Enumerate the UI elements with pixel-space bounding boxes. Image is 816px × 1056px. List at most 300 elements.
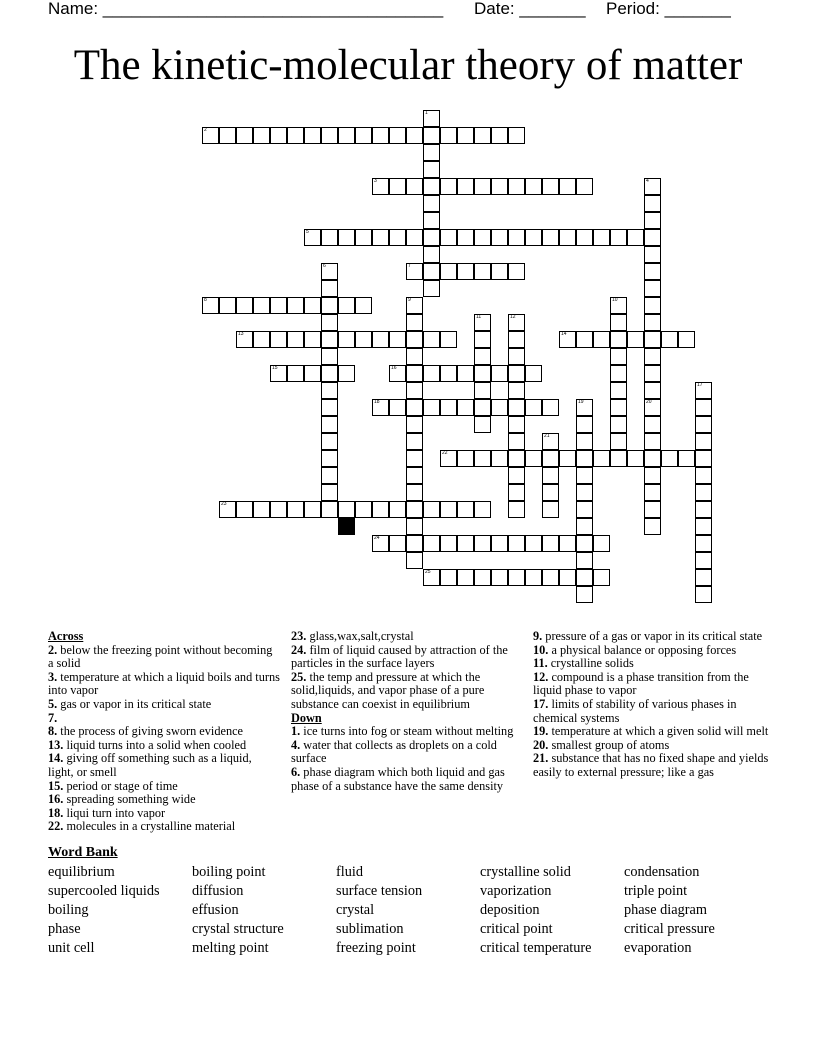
crossword-cell[interactable] (372, 229, 389, 246)
crossword-cell[interactable] (695, 382, 712, 399)
crossword-cell[interactable] (219, 297, 236, 314)
crossword-cell[interactable] (559, 331, 576, 348)
crossword-cell[interactable] (695, 501, 712, 518)
crossword-cell[interactable] (423, 161, 440, 178)
crossword-cell[interactable] (491, 127, 508, 144)
crossword-cell[interactable] (491, 569, 508, 586)
crossword-cell[interactable] (695, 467, 712, 484)
crossword-cell[interactable] (406, 433, 423, 450)
crossword-cell[interactable] (644, 348, 661, 365)
crossword-cell[interactable] (321, 229, 338, 246)
crossword-cell[interactable] (321, 501, 338, 518)
crossword-cell[interactable] (440, 569, 457, 586)
crossword-cell[interactable] (474, 535, 491, 552)
crossword-cell[interactable] (610, 450, 627, 467)
crossword-cell[interactable] (321, 348, 338, 365)
crossword-cell[interactable] (406, 467, 423, 484)
crossword-cell[interactable] (440, 331, 457, 348)
clue-item-text: phase diagram which both liquid and gas phase of a substance have the same density (291, 764, 505, 793)
crossword-cell[interactable] (457, 450, 474, 467)
crossword-cell[interactable] (644, 416, 661, 433)
crossword-cell[interactable] (610, 365, 627, 382)
crossword-cell[interactable] (627, 331, 644, 348)
crossword-cell[interactable] (270, 297, 287, 314)
crossword-cell[interactable] (236, 127, 253, 144)
crossword-cell[interactable] (644, 331, 661, 348)
crossword-cell[interactable] (610, 348, 627, 365)
crossword-cell[interactable] (542, 433, 559, 450)
crossword-cell[interactable] (338, 331, 355, 348)
date-field[interactable]: Date: _______ (474, 0, 586, 18)
crossword-cell[interactable] (474, 178, 491, 195)
crossword-cell[interactable] (440, 450, 457, 467)
crossword-cell[interactable] (321, 467, 338, 484)
word-bank-word: triple point (624, 883, 688, 899)
crossword-cell[interactable] (372, 331, 389, 348)
crossword-cell[interactable] (661, 450, 678, 467)
clue-item-text: crystalline solids (547, 656, 634, 671)
crossword-cell[interactable] (644, 314, 661, 331)
crossword-cell[interactable] (627, 450, 644, 467)
crossword-cell[interactable] (525, 365, 542, 382)
crossword-cell[interactable] (304, 229, 321, 246)
crossword-cell[interactable] (389, 331, 406, 348)
crossword-cell[interactable] (593, 229, 610, 246)
crossword-cell[interactable] (406, 178, 423, 195)
crossword-cell[interactable] (406, 552, 423, 569)
crossword-cell[interactable] (406, 535, 423, 552)
crossword-cell[interactable] (321, 433, 338, 450)
crossword-cell[interactable] (287, 501, 304, 518)
crossword-cell[interactable] (202, 127, 219, 144)
crossword-cell[interactable] (678, 331, 695, 348)
crossword-cell[interactable] (644, 501, 661, 518)
crossword-cell[interactable] (508, 331, 525, 348)
crossword-cell[interactable] (321, 127, 338, 144)
crossword-cell[interactable] (406, 263, 423, 280)
crossword-cell[interactable] (355, 501, 372, 518)
crossword-cell[interactable] (219, 501, 236, 518)
crossword-cell[interactable] (474, 382, 491, 399)
clue-item-number: 14. (48, 751, 64, 766)
crossword-cell[interactable] (423, 195, 440, 212)
crossword-cell[interactable] (644, 399, 661, 416)
page-title: The kinetic-molecular theory of matter (73, 42, 743, 89)
crossword-cell[interactable] (491, 535, 508, 552)
crossword-cell[interactable] (525, 535, 542, 552)
crossword-cell[interactable] (321, 263, 338, 280)
crossword-cell[interactable] (644, 484, 661, 501)
crossword-cell[interactable] (389, 365, 406, 382)
crossword-cell[interactable] (474, 501, 491, 518)
crossword-cell[interactable] (304, 365, 321, 382)
crossword-cell[interactable] (576, 331, 593, 348)
clue-item-number: 23. (291, 629, 307, 643)
crossword-cell[interactable] (423, 280, 440, 297)
crossword-cell[interactable] (542, 535, 559, 552)
crossword-cell[interactable] (508, 399, 525, 416)
crossword-cell[interactable] (457, 229, 474, 246)
crossword-cell[interactable] (576, 433, 593, 450)
crossword-cell[interactable] (236, 501, 253, 518)
crossword-cell[interactable] (508, 229, 525, 246)
word-bank-word: crystal (336, 902, 375, 918)
crossword-cell[interactable] (525, 229, 542, 246)
crossword-cell[interactable] (423, 212, 440, 229)
crossword-cell[interactable] (287, 297, 304, 314)
crossword-cell[interactable] (423, 246, 440, 263)
crossword-cell[interactable] (508, 314, 525, 331)
crossword-cell[interactable] (491, 450, 508, 467)
crossword-cell[interactable] (440, 365, 457, 382)
crossword-cell[interactable] (321, 331, 338, 348)
crossword-cell[interactable] (508, 433, 525, 450)
clue-item (48, 644, 280, 671)
crossword-cell[interactable] (525, 178, 542, 195)
crossword-cell[interactable] (491, 399, 508, 416)
clue-item (533, 671, 773, 698)
crossword-cell[interactable] (695, 484, 712, 501)
crossword-cell[interactable] (423, 110, 440, 127)
crossword-cell[interactable] (644, 382, 661, 399)
crossword-cell[interactable] (695, 450, 712, 467)
crossword-cell[interactable] (576, 399, 593, 416)
crossword-cell[interactable] (440, 399, 457, 416)
crossword-cell[interactable] (525, 450, 542, 467)
crossword-cell[interactable] (559, 569, 576, 586)
crossword-cell[interactable] (542, 569, 559, 586)
crossword-cell[interactable] (321, 484, 338, 501)
crossword-cell[interactable] (389, 501, 406, 518)
crossword-cell[interactable] (542, 399, 559, 416)
crossword-cell[interactable] (423, 535, 440, 552)
crossword-cell[interactable] (576, 450, 593, 467)
crossword-cell[interactable] (559, 450, 576, 467)
crossword-cell[interactable] (406, 331, 423, 348)
crossword-cell[interactable] (508, 484, 525, 501)
crossword-cell[interactable] (406, 348, 423, 365)
crossword-cell[interactable] (695, 535, 712, 552)
name-field[interactable]: Name: ____________________________________ (48, 0, 444, 18)
crossword-cell[interactable] (372, 127, 389, 144)
crossword-cell[interactable] (491, 229, 508, 246)
crossword-cell[interactable] (610, 399, 627, 416)
clue-item-number: 1. (291, 724, 301, 739)
crossword-cell[interactable] (644, 365, 661, 382)
crossword-cell[interactable] (389, 178, 406, 195)
crossword-cell[interactable] (559, 178, 576, 195)
crossword-cell[interactable] (474, 314, 491, 331)
crossword-cell[interactable] (508, 535, 525, 552)
crossword-cell[interactable] (406, 382, 423, 399)
crossword-cell[interactable] (423, 569, 440, 586)
crossword-cell[interactable] (236, 297, 253, 314)
crossword-cell[interactable] (440, 178, 457, 195)
clue-item-number: 17. (533, 696, 549, 711)
crossword-cell[interactable] (253, 331, 270, 348)
crossword-cell[interactable] (474, 450, 491, 467)
crossword-cell[interactable] (644, 518, 661, 535)
crossword-cell[interactable] (695, 399, 712, 416)
crossword-cell[interactable] (695, 552, 712, 569)
crossword-cell[interactable] (423, 127, 440, 144)
crossword-cell[interactable] (508, 365, 525, 382)
crossword-cell[interactable] (576, 416, 593, 433)
crossword-cell[interactable] (406, 399, 423, 416)
crossword-cell[interactable] (508, 348, 525, 365)
crossword-cell[interactable] (644, 280, 661, 297)
crossword-cell[interactable] (253, 501, 270, 518)
clue-item-number: 20. (533, 737, 549, 752)
crossword-cell[interactable] (610, 433, 627, 450)
crossword-cell[interactable] (627, 229, 644, 246)
crossword-cell[interactable] (321, 297, 338, 314)
crossword-cell[interactable] (508, 467, 525, 484)
crossword-cell[interactable] (304, 331, 321, 348)
crossword-cell[interactable] (644, 263, 661, 280)
crossword-cell[interactable] (508, 382, 525, 399)
crossword-cell[interactable] (338, 365, 355, 382)
crossword-cell[interactable] (474, 348, 491, 365)
crossword-cell[interactable] (270, 501, 287, 518)
crossword-cell[interactable] (474, 569, 491, 586)
crossword-cell[interactable] (423, 365, 440, 382)
crossword-cell[interactable] (219, 127, 236, 144)
crossword-cell[interactable] (576, 535, 593, 552)
crossword-cell[interactable] (508, 569, 525, 586)
crossword-cell[interactable] (576, 586, 593, 603)
crossword-cell[interactable] (542, 501, 559, 518)
crossword-cell[interactable] (423, 331, 440, 348)
crossword-cell[interactable] (508, 501, 525, 518)
crossword-cell[interactable] (593, 331, 610, 348)
crossword-cell[interactable] (644, 229, 661, 246)
crossword-cell[interactable] (389, 229, 406, 246)
crossword-cell[interactable] (389, 127, 406, 144)
crossword-cell[interactable] (457, 399, 474, 416)
crossword-cell[interactable] (576, 501, 593, 518)
crossword-cell[interactable] (474, 229, 491, 246)
crossword-cell[interactable] (644, 195, 661, 212)
crossword-cell[interactable] (338, 229, 355, 246)
crossword-cell[interactable] (253, 297, 270, 314)
crossword-cell[interactable] (457, 365, 474, 382)
clue-item (48, 739, 280, 753)
crossword-cell[interactable] (610, 416, 627, 433)
crossword-cell[interactable] (406, 229, 423, 246)
crossword-cell[interactable] (576, 552, 593, 569)
crossword-cell[interactable] (304, 127, 321, 144)
crossword-cell[interactable] (559, 535, 576, 552)
crossword-cell[interactable] (576, 484, 593, 501)
crossword-cell[interactable] (440, 229, 457, 246)
crossword-cell[interactable] (372, 535, 389, 552)
crossword-cell[interactable] (491, 263, 508, 280)
clue-number: 24 (374, 535, 380, 541)
crossword-cell[interactable] (525, 399, 542, 416)
crossword-cell[interactable] (525, 569, 542, 586)
crossword-cell[interactable] (457, 263, 474, 280)
crossword-cell[interactable] (406, 314, 423, 331)
crossword-cell[interactable] (270, 331, 287, 348)
crossword-cell[interactable] (644, 246, 661, 263)
crossword-cell[interactable] (355, 331, 372, 348)
crossword-cell[interactable] (321, 450, 338, 467)
crossword-cell[interactable] (406, 484, 423, 501)
clue-item-text: water that collects as droplets on a cold surface (291, 737, 497, 766)
crossword-cell[interactable] (423, 399, 440, 416)
crossword-cell[interactable] (695, 433, 712, 450)
crossword-cell[interactable] (508, 263, 525, 280)
crossword-cell[interactable] (508, 416, 525, 433)
crossword-cell[interactable] (287, 365, 304, 382)
word-bank-word: diffusion (192, 883, 244, 899)
crossword-cell[interactable] (406, 450, 423, 467)
clue-number: 9 (408, 297, 411, 303)
crossword-cell[interactable] (576, 178, 593, 195)
crossword-cell[interactable] (644, 467, 661, 484)
crossword-cell[interactable] (440, 263, 457, 280)
crossword-cell[interactable] (457, 535, 474, 552)
crossword-cell[interactable] (576, 569, 593, 586)
crossword-cell[interactable] (457, 501, 474, 518)
crossword-cell[interactable] (695, 416, 712, 433)
crossword-cell[interactable] (304, 501, 321, 518)
crossword-cell[interactable] (576, 467, 593, 484)
crossword-cell[interactable] (321, 280, 338, 297)
crossword-cell[interactable] (423, 178, 440, 195)
crossword-cell[interactable] (474, 399, 491, 416)
crossword-cell[interactable] (542, 484, 559, 501)
crossword-cell[interactable] (440, 501, 457, 518)
crossword-cell[interactable] (644, 297, 661, 314)
crossword-cell[interactable] (474, 416, 491, 433)
crossword-cell[interactable] (321, 399, 338, 416)
crossword-cell[interactable] (440, 127, 457, 144)
crossword-cell[interactable] (491, 365, 508, 382)
clue-item-number: 8. (48, 724, 58, 739)
clue-item (533, 644, 773, 658)
clue-item-number: 12. (533, 669, 549, 684)
crossword-cell[interactable] (542, 467, 559, 484)
crossword-cell[interactable] (695, 569, 712, 586)
crossword-cell[interactable] (236, 331, 253, 348)
crossword-cell[interactable] (372, 399, 389, 416)
crossword-cell[interactable] (355, 229, 372, 246)
crossword-cell[interactable] (423, 501, 440, 518)
clue-item-number: 24. (291, 642, 307, 657)
crossword-cell[interactable] (610, 382, 627, 399)
crossword-cell[interactable] (542, 178, 559, 195)
clue-item-text: liqui turn into vapor (63, 805, 166, 820)
crossword-cell[interactable] (457, 178, 474, 195)
word-bank-word: equilibrium (48, 864, 115, 880)
crossword-cell[interactable] (542, 229, 559, 246)
crossword-cell[interactable] (304, 297, 321, 314)
crossword-cell[interactable] (695, 518, 712, 535)
crossword-cell[interactable] (270, 365, 287, 382)
crossword-cell[interactable] (372, 501, 389, 518)
crossword-cell[interactable] (644, 178, 661, 195)
crossword-cell[interactable] (474, 127, 491, 144)
crossword-cell[interactable] (474, 331, 491, 348)
crossword-cell[interactable] (423, 229, 440, 246)
crossword-cell[interactable] (508, 178, 525, 195)
crossword-cell[interactable] (457, 569, 474, 586)
crossword-cell[interactable] (644, 433, 661, 450)
crossword-cell[interactable] (678, 450, 695, 467)
crossword-cell[interactable] (644, 450, 661, 467)
clue-item (533, 739, 773, 753)
crossword-cell[interactable] (508, 450, 525, 467)
clue-item-text: smallest group of atoms (548, 737, 670, 752)
crossword-cell[interactable] (406, 501, 423, 518)
crossword-cell[interactable] (406, 518, 423, 535)
crossword-cell[interactable] (355, 127, 372, 144)
crossword-cell[interactable] (610, 297, 627, 314)
crossword-cell[interactable] (202, 297, 219, 314)
crossword-cell[interactable] (287, 331, 304, 348)
crossword-cell[interactable] (423, 144, 440, 161)
crossword-cell[interactable] (406, 297, 423, 314)
word-bank-word: critical pressure (624, 921, 715, 937)
crossword-cell[interactable] (355, 297, 372, 314)
crossword-cell[interactable] (508, 127, 525, 144)
crossword-cell[interactable] (406, 416, 423, 433)
crossword-cell[interactable] (593, 450, 610, 467)
crossword-cell[interactable] (321, 382, 338, 399)
crossword-cell[interactable] (457, 127, 474, 144)
crossword-cell[interactable] (389, 535, 406, 552)
crossword-cell[interactable] (661, 331, 678, 348)
crossword-cell[interactable] (338, 297, 355, 314)
crossword-cell[interactable] (695, 586, 712, 603)
crossword-cell[interactable] (423, 263, 440, 280)
crossword-cell[interactable] (593, 535, 610, 552)
crossword-cell[interactable] (338, 501, 355, 518)
crossword-cell[interactable] (593, 569, 610, 586)
crossword-cell[interactable] (542, 450, 559, 467)
crossword-cell[interactable] (253, 127, 270, 144)
crossword-cell[interactable] (338, 127, 355, 144)
crossword-cell[interactable] (406, 127, 423, 144)
crossword-cell[interactable] (644, 212, 661, 229)
crossword-cell[interactable] (270, 127, 287, 144)
crossword-cell[interactable] (474, 365, 491, 382)
crossword-cell[interactable] (321, 365, 338, 382)
crossword-cell[interactable] (321, 416, 338, 433)
crossword-cell[interactable] (321, 314, 338, 331)
clue-item (48, 820, 280, 834)
crossword-cell[interactable] (610, 314, 627, 331)
crossword-cell[interactable] (610, 229, 627, 246)
clue-item-text: the process of giving sworn evidence (57, 724, 244, 739)
clue-item-text: ice turns into fog or steam without melting (300, 724, 514, 739)
crossword-cell[interactable] (474, 263, 491, 280)
crossword-cell[interactable] (406, 365, 423, 382)
crossword-cell[interactable] (559, 229, 576, 246)
crossword-cell[interactable] (287, 127, 304, 144)
period-field[interactable]: Period: _______ (606, 0, 731, 18)
crossword-cell[interactable] (610, 331, 627, 348)
crossword-cell[interactable] (491, 178, 508, 195)
word-bank-word: boiling (48, 902, 89, 918)
crossword-cell[interactable] (576, 518, 593, 535)
crossword-cell[interactable] (389, 399, 406, 416)
crossword-cell[interactable] (576, 229, 593, 246)
crossword-cell[interactable] (372, 178, 389, 195)
crossword-cell[interactable] (440, 535, 457, 552)
